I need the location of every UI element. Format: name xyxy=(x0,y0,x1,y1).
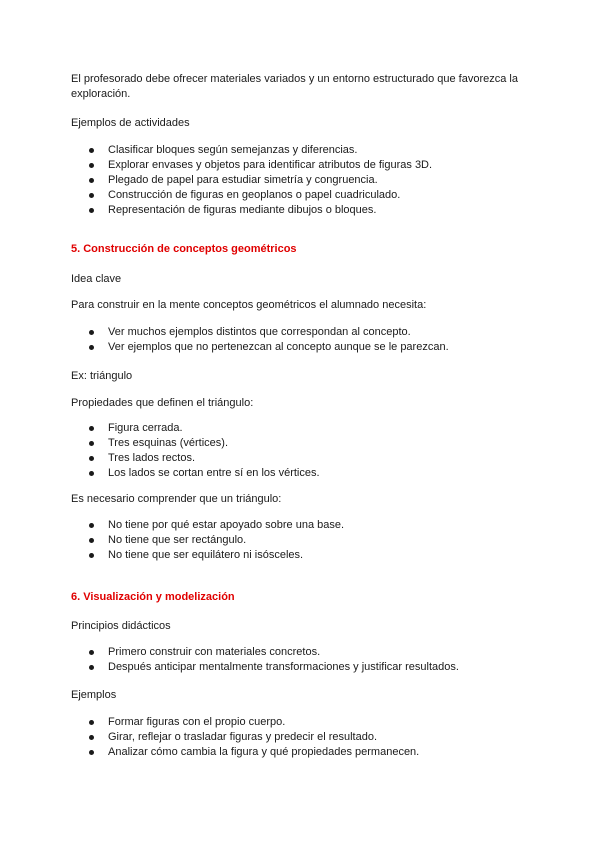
list-item: Después anticipar mentalmente transformaciones y justificar resultados. xyxy=(71,660,533,675)
section-6-heading: 6. Visualización y modelización xyxy=(71,591,235,603)
list-item: Ver ejemplos que no pertenezcan al concepto aunque se le parezcan. xyxy=(71,340,533,355)
properties-label: Propiedades que definen el triángulo: xyxy=(71,397,254,409)
section-6-examples-list xyxy=(71,715,533,760)
needs-list xyxy=(71,325,533,355)
section-5-paragraph: Para construir en la mente conceptos geométricos el alumnado necesita: xyxy=(71,299,427,311)
principles-label: Principios didácticos xyxy=(71,620,171,632)
list-item: Explorar envases y objetos para identificar atributos de figuras 3D. xyxy=(71,158,533,173)
list-item: Tres esquinas (vértices). xyxy=(71,436,533,451)
list-item: Tres lados rectos. xyxy=(71,451,533,466)
understand-label: Es necesario comprender que un triángulo: xyxy=(71,493,282,505)
list-item: Plegado de papel para estudiar simetría y congruencia. xyxy=(71,173,533,188)
list-item: No tiene por qué estar apoyado sobre una base. xyxy=(71,518,533,533)
list-item: Girar, reflejar o trasladar figuras y predecir el resultado. xyxy=(71,730,533,745)
example-label: Ex: triángulo xyxy=(71,370,133,382)
principles-list xyxy=(71,645,533,675)
list-item: Clasificar bloques según semejanzas y diferencias. xyxy=(71,143,533,158)
section-6-examples-label: Ejemplos xyxy=(71,689,117,701)
section-5-heading: 5. Construcción de conceptos geométricos xyxy=(71,243,297,255)
intro-paragraph: El profesorado debe ofrecer materiales variados y un entorno estructurado que favorezca la exploración. xyxy=(71,73,518,100)
list-item: Figura cerrada. xyxy=(71,421,533,436)
properties-list xyxy=(71,421,533,481)
list-item: Primero construir con materiales concretos. xyxy=(71,645,533,660)
list-item: No tiene que ser rectángulo. xyxy=(71,533,533,548)
list-item: Construcción de figuras en geoplanos o papel cuadriculado. xyxy=(71,188,533,203)
list-item: Analizar cómo cambia la figura y qué propiedades permanecen. xyxy=(71,745,533,760)
list-item: Ver muchos ejemplos distintos que correspondan al concepto. xyxy=(71,325,533,340)
activities-list xyxy=(71,143,533,218)
idea-label: Idea clave xyxy=(71,273,122,285)
list-item: No tiene que ser equilátero ni isósceles. xyxy=(71,548,533,563)
examples-label: Ejemplos de actividades xyxy=(71,117,190,129)
list-item: Los lados se cortan entre sí en los vértices. xyxy=(71,466,533,481)
list-item: Formar figuras con el propio cuerpo. xyxy=(71,715,533,730)
understand-list xyxy=(71,518,533,563)
list-item: Representación de figuras mediante dibujos o bloques. xyxy=(71,203,533,218)
